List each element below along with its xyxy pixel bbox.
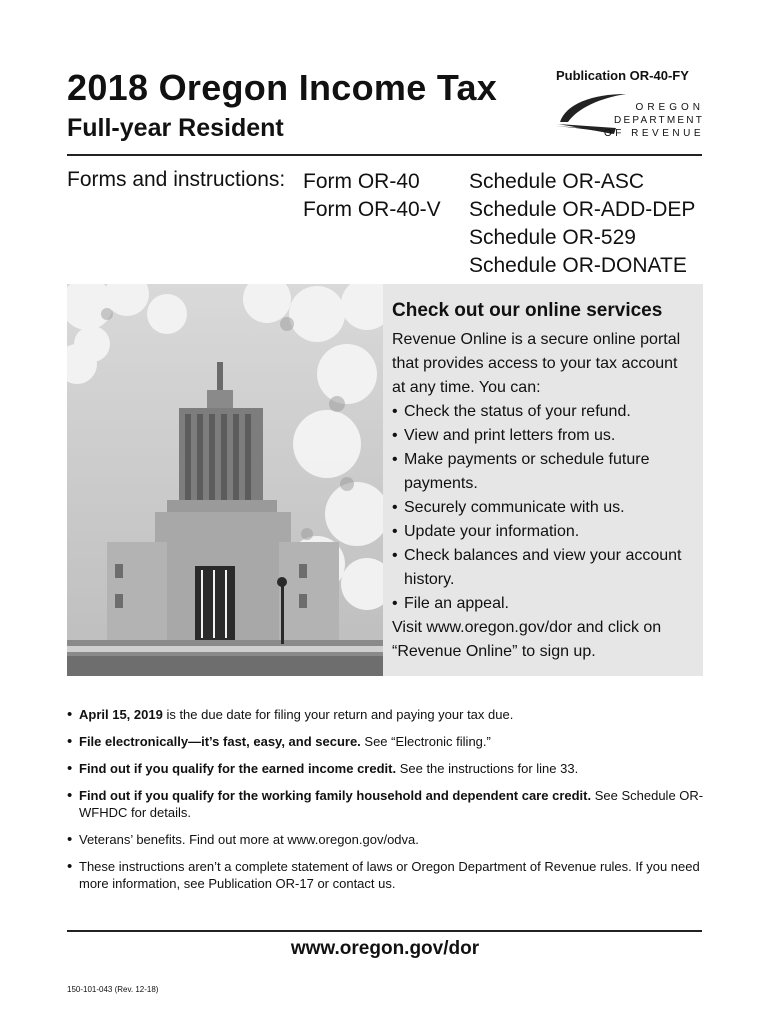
forms-label: Forms and instructions: [67, 168, 286, 191]
note-bold: Find out if you qualify for the earned income credit. [79, 761, 397, 776]
online-services-panel [383, 284, 703, 676]
note-item [67, 733, 707, 750]
list-item: • Securely communicate with us. [392, 496, 693, 520]
note-item [67, 706, 707, 723]
logo-text-oregon: OREGON [635, 102, 704, 113]
logo-text-department: DEPARTMENT [614, 115, 704, 126]
note-text: See Schedule OR-WFHDC for details. [79, 788, 704, 820]
capitol-building-photo [67, 284, 383, 676]
page-subtitle: Full-year Resident [67, 114, 284, 142]
note-item [67, 858, 707, 892]
note-bold: File electronically—it’s fast, easy, and secure. [79, 734, 361, 749]
form-item: Form OR-40-V [303, 198, 441, 221]
form-revision-number: 150-101-043 (Rev. 12-18) [67, 985, 159, 994]
list-item: • Make payments or schedule future payments. [392, 448, 693, 496]
schedule-item: Schedule OR-ADD-DEP [469, 198, 696, 221]
services-intro: Revenue Online is a secure online portal that provides access to your tax account at any time. You can: [392, 331, 681, 396]
website-link[interactable]: www.oregon.gov/dor [290, 938, 480, 959]
note-text: Veterans’ benefits. Find out more at www.oregon.gov/odva. [79, 832, 419, 847]
oregon-dor-logo [556, 88, 704, 140]
page-title: 2018 Oregon Income Tax [67, 67, 498, 108]
note-bold: Find out if you qualify for the working family household and dependent care credit. [79, 788, 592, 803]
list-item: • Check the status of your refund. [392, 400, 693, 424]
note-item [67, 831, 707, 848]
form-item: Form OR-40 [303, 170, 420, 193]
services-outro: Visit www.oregon.gov/dor and click on “Revenue Online” to sign up. [392, 619, 662, 660]
note-text: See “Electronic filing.” [360, 734, 491, 749]
list-item: • Update your information. [392, 520, 693, 544]
note-item [67, 787, 707, 821]
schedule-item: Schedule OR-DONATE [469, 254, 687, 277]
notes-list [67, 706, 707, 902]
note-text: See the instructions for line 33. [396, 761, 579, 776]
publication-number: Publication OR-40-FY [556, 68, 689, 83]
list-item: • Check balances and view your account history. [392, 544, 693, 592]
services-heading: Check out our online services [392, 300, 663, 321]
list-item: • View and print letters from us. [392, 424, 693, 448]
header-divider [67, 154, 702, 156]
note-text: These instructions aren’t a complete statement of laws or Oregon Department of Revenue rules. If you need more information, see Publication OR-17 or contact us. [79, 859, 700, 891]
schedule-item: Schedule OR-ASC [469, 170, 645, 193]
footer-divider [67, 930, 702, 932]
note-item [67, 760, 707, 777]
logo-text-revenue: OF REVENUE [603, 128, 704, 139]
note-bold: April 15, 2019 [79, 707, 163, 722]
note-text: is the due date for filing your return and paying your tax due. [162, 707, 514, 722]
services-list [392, 400, 693, 616]
schedule-item: Schedule OR-529 [469, 226, 636, 249]
list-item: • File an appeal. [392, 592, 693, 616]
schedules-list [469, 168, 695, 280]
forms-list [303, 168, 441, 224]
